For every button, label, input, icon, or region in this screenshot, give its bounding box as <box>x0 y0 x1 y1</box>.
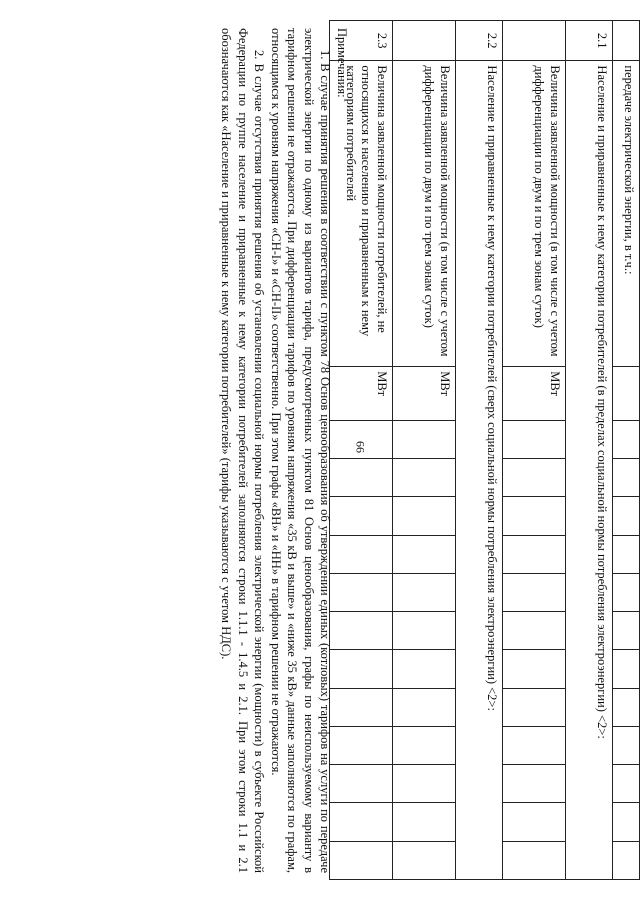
row-number: 2.1 <box>566 21 613 61</box>
row-description: Величина заявленной мощности потребителей, не относящихся к населению и приравненным к нему категориям потребителей <box>330 61 393 367</box>
row-description: Население и приравненные к нему категории потребителей (в пределах социальной нормы потребления электроэнергии) <2>: <box>566 61 613 880</box>
table-row <box>503 21 566 880</box>
row-number: 2.3 <box>330 21 393 61</box>
row-number <box>393 21 456 61</box>
row-unit: МВт <box>330 367 393 421</box>
row-description: Население и приравненные к нему категории потребителей (сверх социальной нормы потребления электроэнергии) <2>: <box>456 61 503 880</box>
row-description: Величина заявленной мощности (в том числе с учетом дифференциации по двум и по трем зонам суток) <box>393 61 456 367</box>
row-unit: МВт <box>393 367 456 421</box>
row-description: Величина заявленной мощности (в том числе с учетом дифференциации по двум и по трем зонам суток) <box>503 61 566 367</box>
page-content <box>60 20 640 880</box>
row-unit: МВт <box>503 367 566 421</box>
tariff-table <box>329 20 640 880</box>
notes-title: Примечания: <box>335 28 349 98</box>
note-item: 2. В случае отсутствия принятия решения об установлении социальной нормы потребления электрической энергии (мощности) в субъекте Российской Федерации по группе население и приравненные к нему категории потребителей заполняются строки 1.1.1 - 1.4.5 и 2.1. При этом строки 1.1 и 2.1 обозначаются как «Население и приравненные к нему категории потребителей» (тарифы указываются с учетом НДС). <box>219 28 267 873</box>
table-row <box>393 21 456 880</box>
note-item: 1. В случае принятия решения в соответствии с пунктом 78 Основ ценообразования об утверждении единых (котловых) тарифов на услуги по передаче электрической энергии по одному из вариантов тарифа, предусмотренных пунктом 81 Основ ценообразования, графы по неиспользуемому варианту в тарифном решении не отражаются. При дифференциации тарифов по уровням напряжения «35 кВ и выше» и «ниже 35 кВ» данные заполняются по графам, относящимся к уровням напряжения «СН-I» и «СН-II» соответственно. При этом графы «ВН» и «НН» в тарифном решении не отражаются. <box>269 28 333 873</box>
rotated-page <box>60 20 640 880</box>
row-description: передаче электрической энергии, в т.ч.: <box>613 61 640 367</box>
row-number: 2.2 <box>456 21 503 61</box>
table-row <box>613 21 640 880</box>
page-number: 66 <box>353 441 368 453</box>
notes-section <box>218 28 350 873</box>
table-row-category <box>456 21 503 880</box>
row-number <box>503 21 566 61</box>
table-row-category <box>566 21 613 880</box>
